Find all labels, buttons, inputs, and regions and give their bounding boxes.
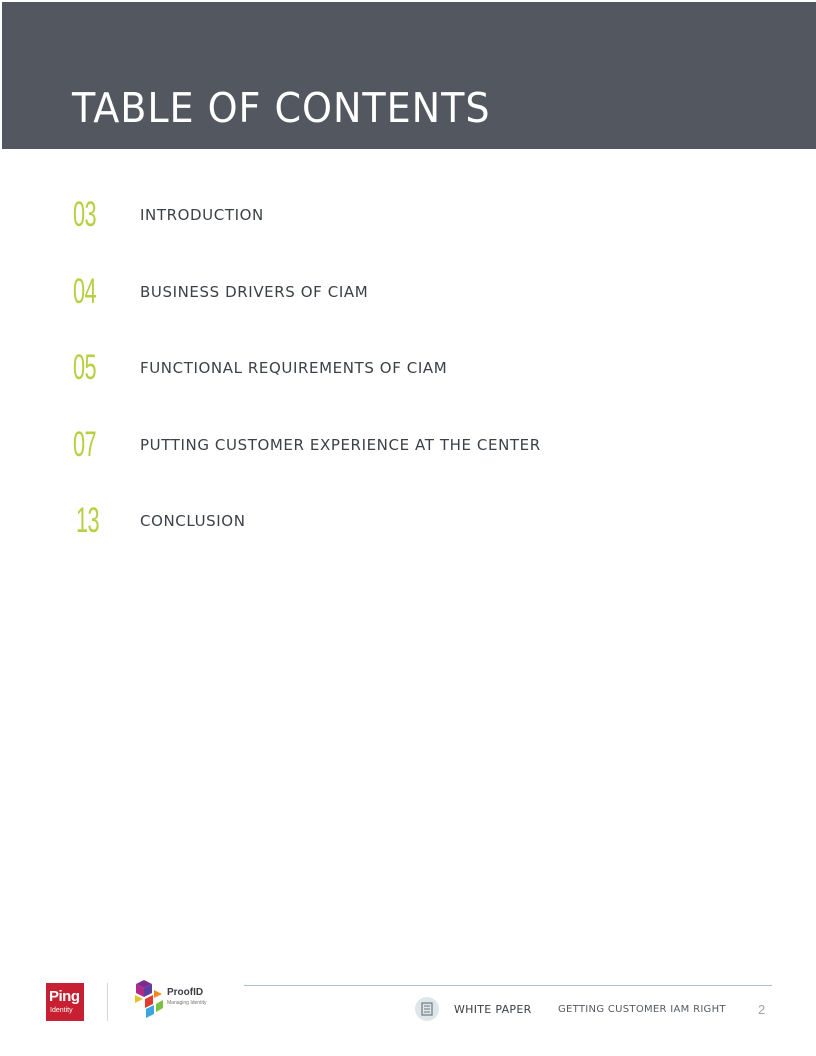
proofid-cube-icon xyxy=(132,978,166,1020)
toc-item[interactable] xyxy=(0,272,816,322)
proofid-logo xyxy=(132,978,217,1022)
toc-page-number: 05 xyxy=(73,348,96,387)
toc-entry-title: BUSINESS DRIVERS OF CIAM xyxy=(140,283,369,301)
ping-logo-text: Ping xyxy=(49,988,80,1005)
toc-item[interactable] xyxy=(0,348,816,398)
toc-entry-title: PUTTING CUSTOMER EXPERIENCE AT THE CENTER xyxy=(140,436,541,454)
toc-page-number: 04 xyxy=(73,272,96,311)
page-number: 2 xyxy=(758,1002,766,1017)
document-title-label: GETTING CUSTOMER IAM RIGHT xyxy=(558,1004,726,1015)
document-icon xyxy=(415,997,439,1021)
toc-item[interactable] xyxy=(0,425,816,475)
toc-item[interactable] xyxy=(0,195,816,245)
ping-logo-subtext: Identity xyxy=(50,1007,73,1014)
ping-identity-logo xyxy=(46,983,84,1021)
page-title: TABLE OF CONTENTS xyxy=(72,84,491,132)
toc-page-number: 03 xyxy=(73,195,96,234)
toc-entry-title: FUNCTIONAL REQUIREMENTS OF CIAM xyxy=(140,359,448,377)
toc-page-number: 07 xyxy=(73,425,96,464)
toc-item[interactable] xyxy=(0,501,816,551)
toc-page-number: 13 xyxy=(76,501,99,540)
proofid-logo-text: ProofID xyxy=(167,987,204,998)
toc-entry-title: CONCLUSION xyxy=(140,512,246,530)
document-type-label: WHITE PAPER xyxy=(454,1003,532,1016)
logo-divider xyxy=(107,983,108,1021)
proofid-tagline: Managing Identity xyxy=(167,1000,207,1006)
footer-divider xyxy=(244,985,772,986)
toc-entry-title: INTRODUCTION xyxy=(140,206,264,224)
